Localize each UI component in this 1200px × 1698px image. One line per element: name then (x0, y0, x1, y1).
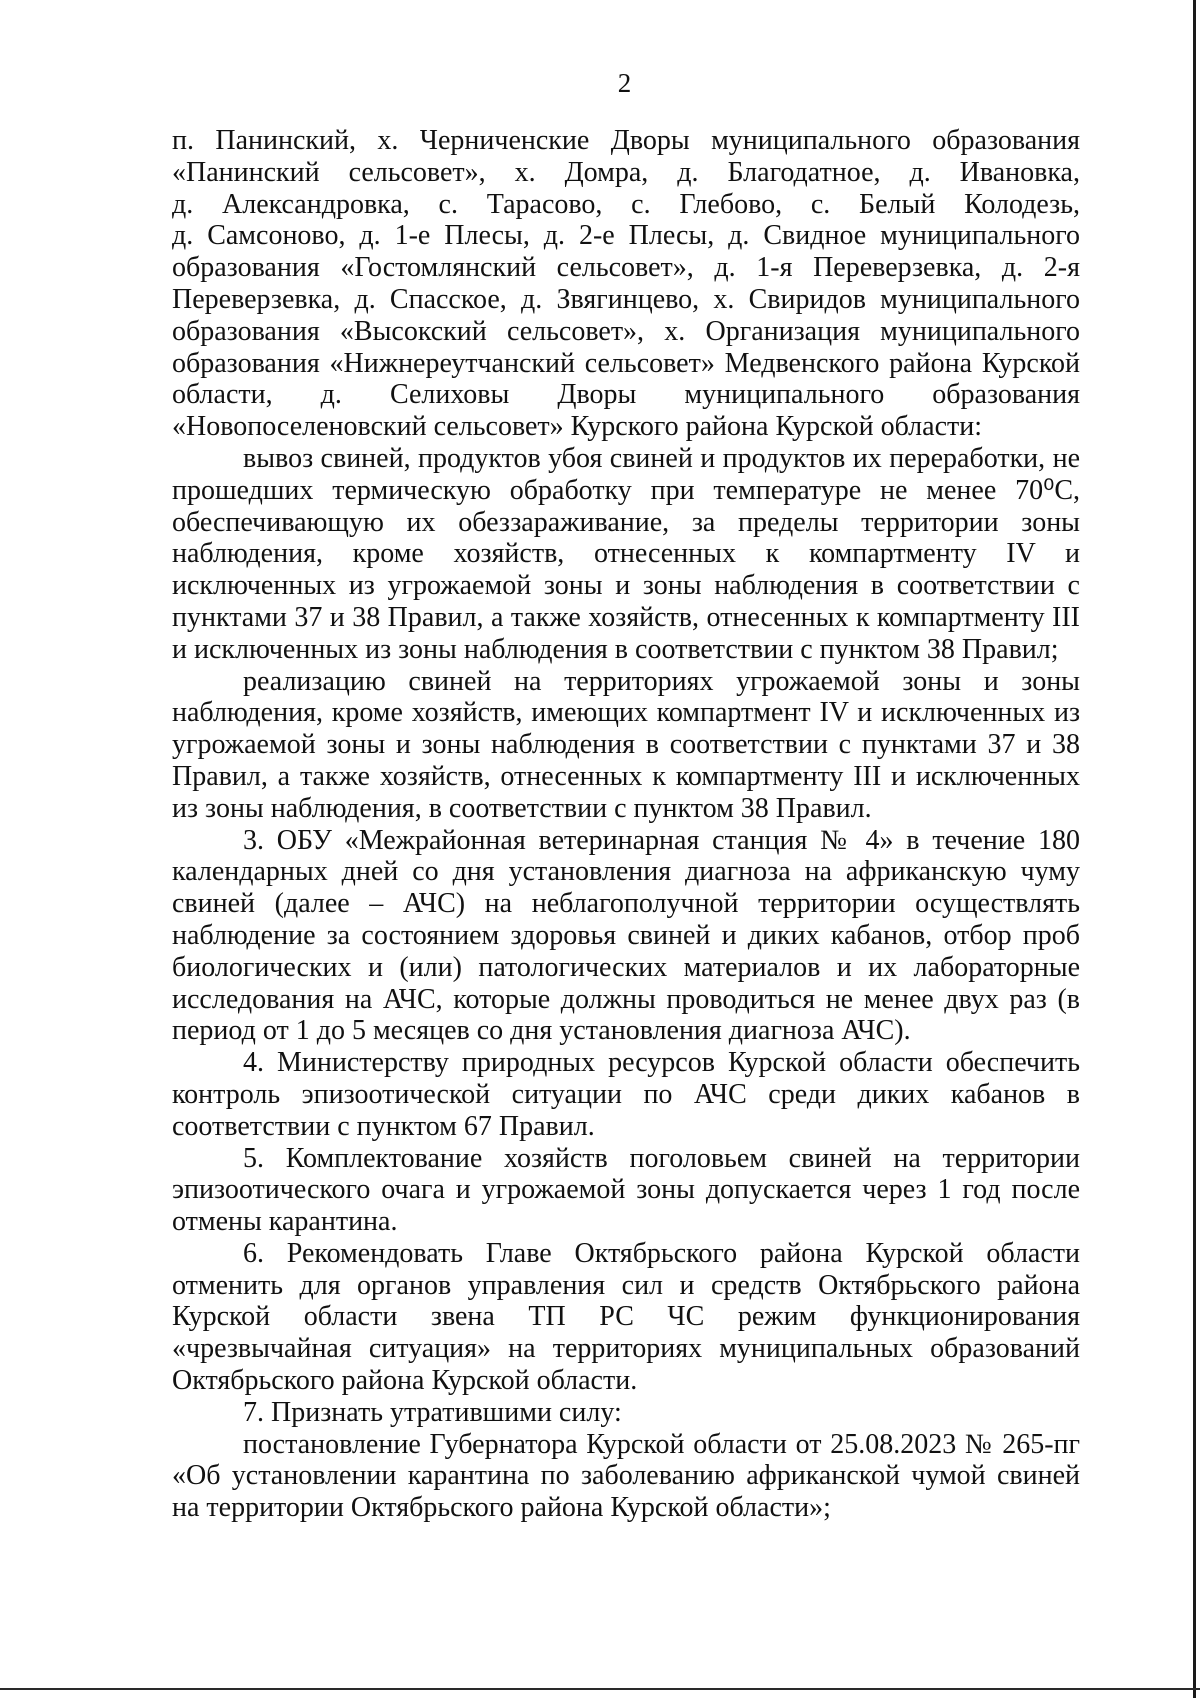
text-line: образования «Гостомлянский сельсовет», д. 1-я Переверзевка, д. 2-я (172, 252, 1080, 284)
scan-edge-bottom (0, 1688, 1200, 1690)
page-number: 2 (617, 68, 632, 98)
text-line: области, д. Селиховы Дворы муниципального образования (172, 379, 1080, 411)
sale-ban-paragraph: реализацию свиней на территориях угрожаемой зоны и зоны наблюдения, кроме хозяйств, имеющих компартмент IV и исключенных из угрожаемой зоны и зоны наблюдения в соответствии с пунктами 37 и 38 Правил, а также хозяйств, отнесенных к компартменту III и исключенных из зоны наблюдения, в соответствии с пунктом 38 Правил. (172, 665, 1080, 824)
text-line: п. Панинский, х. Черниченские Дворы муниципального образования (172, 125, 1080, 156)
clause-3-paragraph: 3. ОБУ «Межрайонная ветеринарная станция № 4» в течение 180 календарных дней со дня установления диагноза на африканскую чуму свиней (далее – АЧС) на неблагополучной территории осуществлять наблюдение за состоянием здоровья свиней и диких кабанов, отбор проб биологических и (или) патологических материалов и их лабораторные исследования на АЧС, которые должны проводиться не менее двух раз (в период от 1 до 5 месяцев со дня установления диагноза АЧС). (172, 824, 1080, 1047)
scan-edge-right (1193, 0, 1196, 1698)
export-ban-paragraph: вывоз свиней, продуктов убоя свиней и продуктов их переработки, не прошедших термическую обработку при температуре не менее 70⁰С, обеспечивающую их обеззараживание, за пределы территории зоны наблюдения, кроме хозяйств, отнесенных к компартменту IV и исключенных из угрожаемой зоны и зоны наблюдения в соответствии с пунктами 37 и 38 Правил, а также хозяйств, отнесенных к компартменту III и исключенных из зоны наблюдения в соответствии с пунктом 38 Правил; (172, 442, 1080, 665)
repealed-decree-paragraph: постановление Губернатора Курской области от 25.08.2023 № 265-пг «Об установлении карантина по заболеванию африканской чумой свиней на территории Октябрьского района Курской области»; (172, 1428, 1080, 1524)
clause-7-paragraph: 7. Признать утратившими силу: (243, 1396, 622, 1428)
text-line: «Панинский сельсовет», х. Домра, д. Благодатное, д. Ивановка, (172, 156, 1080, 188)
clause-6-paragraph: 6. Рекомендовать Главе Октябрьского района Курской области отменить для органов управления сил и средств Октябрьского района Курской области звена ТП РС ЧС режим функционирования «чрезвычайная ситуация» на территориях муниципальных образований Октябрьского района Курской области. (172, 1237, 1080, 1397)
text-line: д. Александровка, с. Тарасово, с. Глебово, с. Белый Колодезь, (172, 188, 1080, 220)
text-line: Переверзевка, д. Спасское, д. Звягинцево, х. Свиридов муниципального (172, 283, 1080, 315)
text-line: д. Самсоново, д. 1-е Плесы, д. 2-е Плесы, д. Свидное муниципального (172, 220, 1080, 252)
text-line: «Новопоселеновский сельсовет» Курского района Курской области: (172, 411, 982, 443)
text-line: образования «Высокский сельсовет», х. Организация муниципального (172, 315, 1080, 347)
clause-5-paragraph: 5. Комплектование хозяйств поголовьем свиней на территории эпизоотического очага и угрожаемой зоны допускается через 1 год после отмены карантина. (172, 1142, 1080, 1238)
text-line: образования «Нижнереутчанский сельсовет» Медвенского района Курской (172, 347, 1080, 379)
settlements-list-paragraph (172, 125, 1080, 443)
clause-4-paragraph: 4. Министерству природных ресурсов Курской области обеспечить контроль эпизоотической ситуации по АЧС среди диких кабанов в соответствии с пунктом 67 Правил. (172, 1047, 1080, 1142)
document-body (172, 125, 1080, 1524)
